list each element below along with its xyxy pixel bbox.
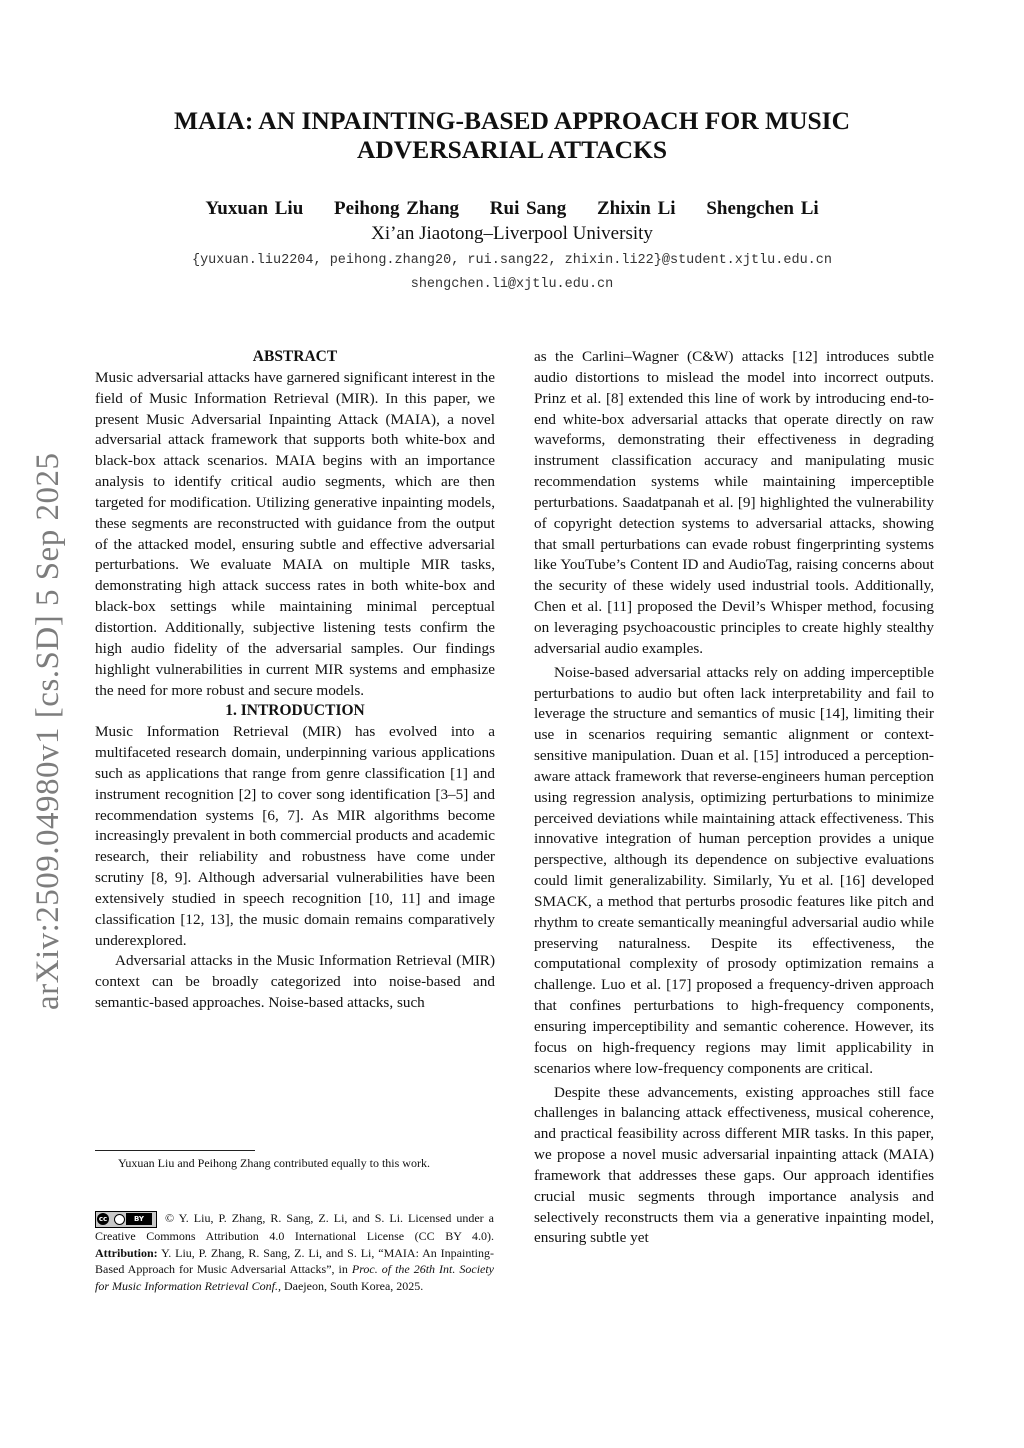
author-name: Shengchen Li [706, 198, 819, 219]
body-paragraph: as the Carlini–Wagner (C&W) attacks [12] introduces subtle audio distortions to mislead the model into incorrect outputs. Prinz et al. [8] extended this line of work by introducing end-to-end white-box adversarial attacks that operate directly on raw waveforms, demonstrating their effectiveness in degrading instrument classification accuracy and manipulating music recommendation systems while maintaining imperceptible perturbations. Saadatpanah et al. [9] highlighted the vulnerability of copyright detection systems to adversarial attacks, showing that small perturbations can evade robust fingerprinting systems like YouTube’s Content ID and AudioTag, raising concerns about the security of these widely used industrial tools. Additionally, Chen et al. [11] proposed the Devil’s Whisper method, focusing on leveraging psychoacoustic principles to create highly stealthy adversarial audio examples. [534, 348, 934, 657]
footnote: Yuxuan Liu and Peihong Zhang contributed equally to this work. [118, 1156, 430, 1170]
by-icon: BY [126, 1213, 152, 1225]
email-line: {yuxuan.liu2204, peihong.zhang20, rui.sang22, zhixin.li22}@student.xjtlu.edu.cn [191, 253, 832, 268]
arxiv-identifier: arXiv:2509.04980v1 [cs.SD] 5 Sep 2025 [30, 452, 66, 1010]
author-list [80, 198, 944, 220]
author-name: Peihong Zhang [334, 198, 460, 219]
intro-paragraph: Adversarial attacks in the Music Information Retrieval (MIR) context can be broadly categorized into noise-based and semantic-based approaches. Noise-based attacks, such [95, 952, 495, 1012]
paper-title: MAIA: AN INPAINTING-BASED APPROACH FOR MUSIC ADVERSARIAL ATTACKS [174, 106, 850, 164]
venue-text: Proc. of the 26th Int. Society for Music Information Retrieval Conf., [95, 1262, 495, 1294]
author-name: Yuxuan Liu [205, 198, 304, 219]
cc-icon: cc [98, 1214, 108, 1223]
abstract-heading: ABSTRACT [252, 348, 338, 365]
affiliation: Xi’an Jiaotong–Liverpool University [371, 223, 653, 244]
attribution-text: Y. Liu, P. Zhang, R. Sang, Z. Li, and S. Li, “MAIA: An Inpainting-Based Approach for Music Adversarial Attacks”, in [95, 1245, 494, 1277]
license-block [95, 1210, 494, 1295]
person-icon [114, 1214, 125, 1225]
introduction-heading: 1. INTRODUCTION [225, 702, 365, 720]
abstract-text: Music adversarial attacks have garnered significant interest in the field of Music Information Retrieval (MIR). In this paper, we present Music Adversarial Inpainting Attack (MAIA), a novel adversarial attack framework that supports both white-box and black-box attack scenarios. MAIA begins with an importance analysis to identify critical audio segments, which are then targeted for modification. Utilizing generative inpainting models, these segments are reconstructed with guidance from the output of the attacked model, ensuring subtle and effective adversarial perturbations. We evaluate MAIA on multiple MIR tasks, demonstrating high attack success rates in both white-box and black-box settings while maintaining minimal perceptual distortion. Additionally, subjective listening tests confirm the high audio fidelity of the adversarial samples. Our findings highlight vulnerabilities in current MIR systems and emphasize the need for more robust and secure models. [95, 368, 495, 699]
body-paragraph: Noise-based adversarial attacks rely on adding imperceptible perturbations to audio but often lack interpretability and fail to leverage the structure and semantics of music [14], limiting their use in scenarios requiring semantic alignment or context-sensitive manipulation. Duan et al. [15] introduced a perception-aware attack framework that reverse-engineers human perception using regression analysis, optimizing perturbations to minimize perceived deviations while maintaining attack effectiveness. This innovative integration of human perception provides a unique perspective, although its dependence on subjective evaluations could limit generalizability. Similarly, Yu et al. [16] developed SMACK, a method that perturbs prosodic features like pitch and rhythm to create semantically meaningful adversarial audio while preserving naturalness. Despite its effectiveness, the computational complexity of prosody optimization remains a challenge. Luo et al. [17] proposed a frequency-driven approach that confines perturbations to high-frequency components, ensuring imperceptibility and semantic coherence. However, its focus on high-frequency regions may limit applicability in scenarios where low-frequency components are critical. [534, 663, 934, 1077]
footnote-rule [95, 1150, 255, 1151]
author-name: Zhixin Li [597, 198, 676, 219]
cc-by-license-icon [95, 1211, 157, 1228]
left-column [95, 347, 495, 1014]
body-paragraph: Despite these advancements, existing approaches still face challenges in balancing attack effectiveness, musical coherence, and practical feasibility across different MIR tasks. In this paper, we propose a novel music adversarial inpainting attack (MAIA) framework that addresses these gaps. Our approach identifies crucial music segments through importance analysis and selectively reconstructs them via a generative inpainting model, ensuring subtle yet [534, 1083, 934, 1247]
location-text: Daejeon, South Korea, 2025. [283, 1279, 424, 1294]
license-text: © Y. Liu, P. Zhang, R. Sang, Z. Li, and S. Li. Licensed under a Creative Commons Attribution 4.0 International License (CC BY 4.0). [95, 1211, 494, 1243]
intro-paragraph: Music Information Retrieval (MIR) has evolved into a multifaceted research domain, underpinning various applications such as applications that range from genre classification [1] and instrument recognition [2] to cover song identification [3–5] and recommendation systems [6, 7]. As MIR algorithms become increasingly prevalent in both commercial products and academic research, their reliability and robustness have come under scrutiny [8, 9]. Although adversarial vulnerabilities have been extensively studied in speech recognition [10, 11] and image classification [12, 13], the music domain remains comparatively underexplored. [95, 723, 495, 949]
author-name: Rui Sang [489, 198, 567, 219]
attribution-label: Attribution: [95, 1245, 158, 1260]
right-column [534, 347, 934, 1249]
email-line: shengchen.li@xjtlu.edu.cn [410, 277, 614, 292]
